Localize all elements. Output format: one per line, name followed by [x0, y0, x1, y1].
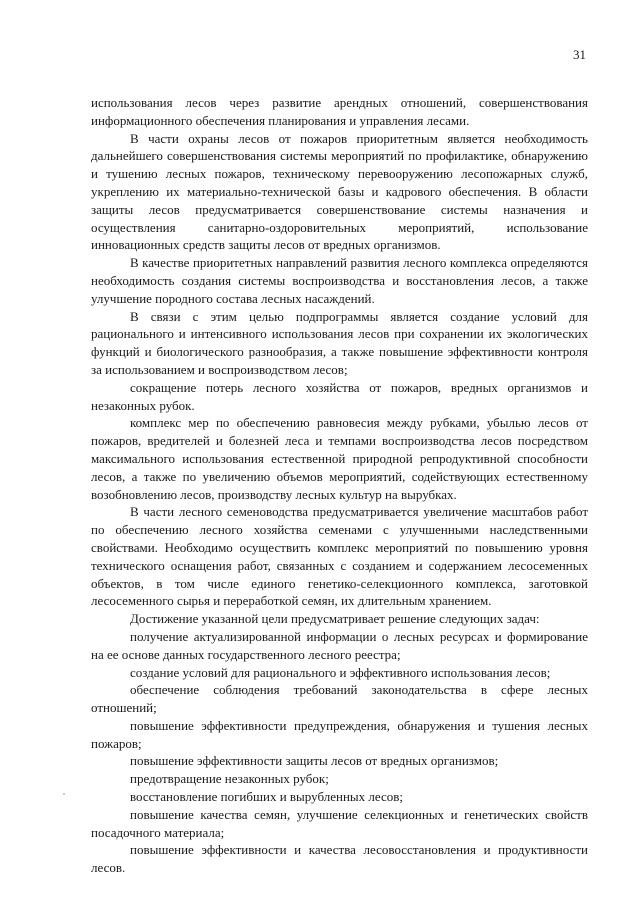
scan-speck: [63, 793, 65, 795]
paragraph: Достижение указанной цели предусматривает решение следующих задач:: [130, 611, 540, 627]
task-item: предотвращение незаконных рубок;: [130, 771, 329, 787]
task-item: повышение эффективности предупреждения, обнаружения и тушения лесных пожаров;: [91, 717, 588, 751]
paragraph: использования лесов через развитие арендных отношений, совершенствования информационного обеспечения планирования и управления лесами.: [91, 95, 588, 128]
task-item: повышение эффективности и качества лесовосстановления и продуктивности лесов.: [91, 842, 588, 876]
task-item: повышение качества семян, улучшение селекционных и генетических свойств посадочного материала;: [91, 806, 588, 840]
task-item: получение актуализированной информации о лесных ресурсах и формирование на ее основе данных государственного лесного реестра;: [91, 628, 588, 662]
task-item: повышение эффективности защиты лесов от вредных организмов;: [130, 753, 499, 769]
paragraph: В качестве приоритетных направлений развития лесного комплекса определяются необходимость создания системы воспроизводства и восстановления лесов, а также улучшение породного состава лесных насаждений.: [91, 255, 588, 306]
paragraph: В части охраны лесов от пожаров приоритетным является необходимость дальнейшего совершенствования системы мероприятий по профилактике, обнаружению и тушению лесных пожаров, техническому перевооружению лесопожарных служб, укреплению их материально-технической базы и кадрового обеспечения. В области защиты лесов предусматривается совершенствование системы назначения и осуществления санитарно-оздоровительных мероприятий, использование инновационных средств защиты лесов от вредных организмов.: [91, 130, 588, 253]
task-item: восстановление погибших и вырубленных лесов;: [130, 789, 403, 805]
paragraph: комплекс мер по обеспечению равновесия между рубками, убылью лесов от пожаров, вредителей и болезней леса и темпами воспроизводства лесов посредством максимального использования естественной природной репродуктивной способности лесов, а также по увеличению объемов мероприятий, содействующих естественному возобновлению лесов, производству лесных культур на вырубках.: [91, 415, 588, 502]
paragraph: В части лесного семеноводства предусматривается увеличение масштабов работ по обеспечению лесного хозяйства семенами с улучшенными наследственными свойствами. Необходимо осуществить комплекс мероприятий по повышению уровня технического оснащения работ, связанных с созданием и содержанием лесосеменных объектов, в том числе единого генетико-селекционного комплекса, заготовкой лесосеменного сырья и переработкой семян, их длительным хранением.: [91, 504, 588, 609]
body-text: [91, 94, 588, 877]
task-item: обеспечение соблюдения требований законодательства в сфере лесных отношений;: [91, 682, 588, 716]
paragraph: сокращение потерь лесного хозяйства от пожаров, вредных организмов и незаконных рубок.: [91, 379, 588, 413]
paragraph: В связи с этим целью подпрограммы является создание условий для рационального и интенсивного использования лесов при сохранении их экологических функций и биологического разнообразия, а также повышение эффективности контроля за использованием и воспроизводством лесов;: [91, 308, 588, 377]
task-item: создание условий для рационального и эффективного использования лесов;: [130, 664, 551, 680]
page-number: 31: [573, 47, 586, 62]
